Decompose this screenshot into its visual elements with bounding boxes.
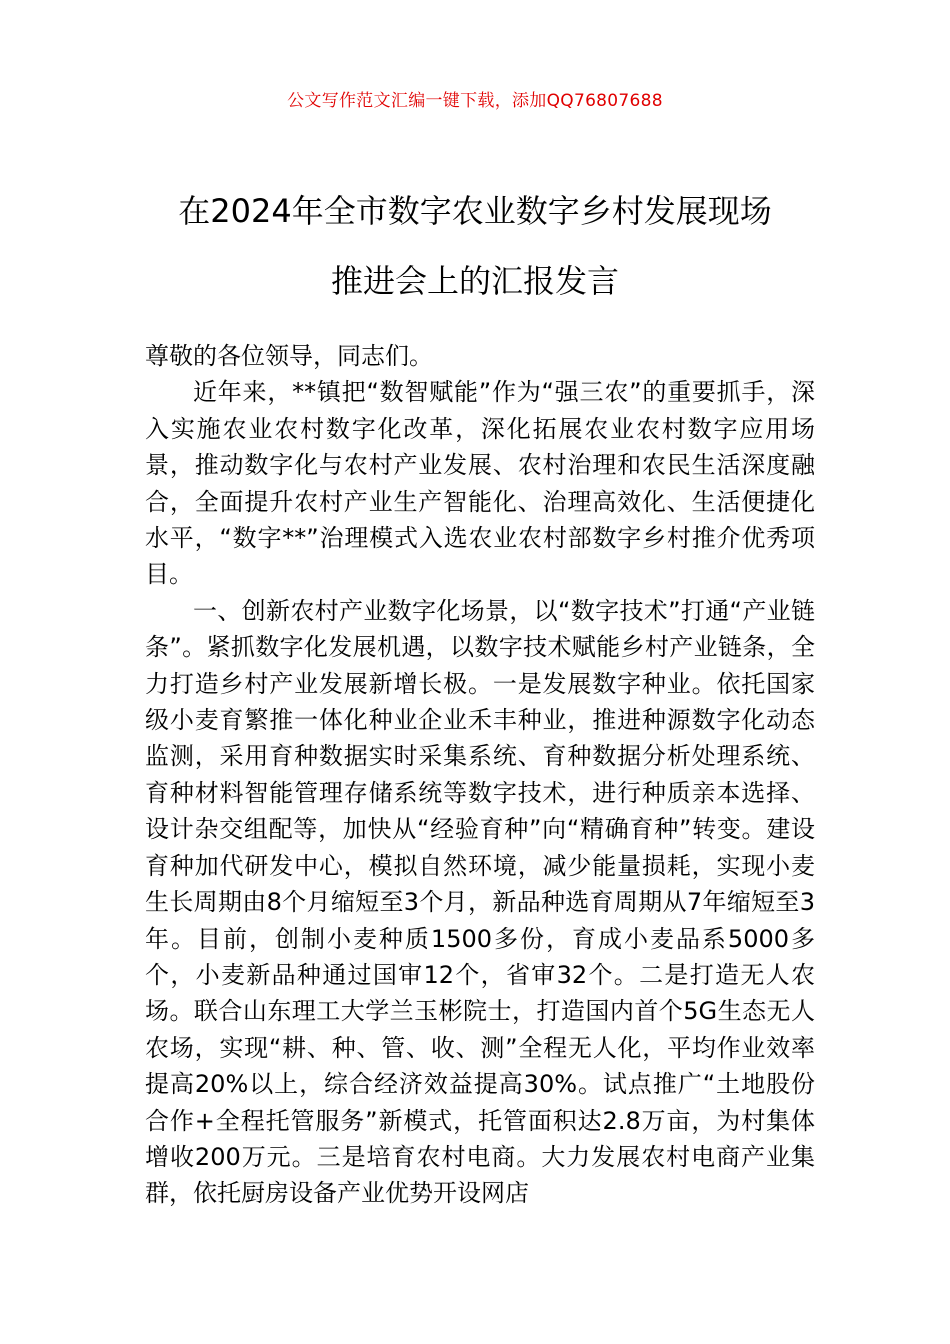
title-line-1: 在2024年全市数字农业数字乡村发展现场	[178, 192, 772, 230]
salutation: 尊敬的各位领导，同志们。	[145, 342, 433, 370]
document-title	[100, 176, 850, 316]
document-body	[145, 338, 815, 1212]
paragraph-section-1: 一、创新农村产业数字化场景，以“数字技术”打通“产业链条”。紧抓数字化发展机遇，以数字技术赋能乡村产业链条，全力打造乡村产业发展新增长极。一是发展数字种业。依托国家级小麦育繁推一体化种业企业禾丰种业，推进种源数字化动态监测，采用育种数据实时采集系统、育种数据分析处理系统、育种材料智能管理存储系统等数字技术，进行种质亲本选择、设计杂交组配等，加快从“经验育种”向“精确育种”转变。建设育种加代研发中心，模拟自然环境，减少能量损耗，实现小麦生长周期由8个月缩短至3个月，新品种选育周期从7年缩短至3年。目前，创制小麦种质1500多份，育成小麦品系5000多个，小麦新品种通过国审12个，省审32个。二是打造无人农场。联合山东理工大学兰玉彬院士，打造国内首个5G生态无人农场，实现“耕、种、管、收、测”全程无人化，平均作业效率提高20%以上，综合经济效益提高30%。试点推广“土地股份合作+全程托管服务”新模式，托管面积达2.8万亩，为村集体增收200万元。三是培育农村电商。大力发展农村电商产业集群，依托厨房设备产业优势开设网店	[145, 596, 815, 1208]
paragraph-intro: 近年来，**镇把“数智赋能”作为“强三农”的重要抓手，深入实施农业农村数字化改革，深化拓展农业农村数字应用场景，推动数字化与农村产业发展、农村治理和农民生活深度融合，全面提升农村产业生产智能化、治理高效化、生活便捷化水平，“数字**”治理模式入选农业农村部数字乡村推介优秀项目。	[145, 378, 815, 589]
download-notice: 公文写作范文汇编一键下载，添加QQ76807688	[287, 91, 663, 111]
title-line-2: 推进会上的汇报发言	[330, 262, 619, 300]
